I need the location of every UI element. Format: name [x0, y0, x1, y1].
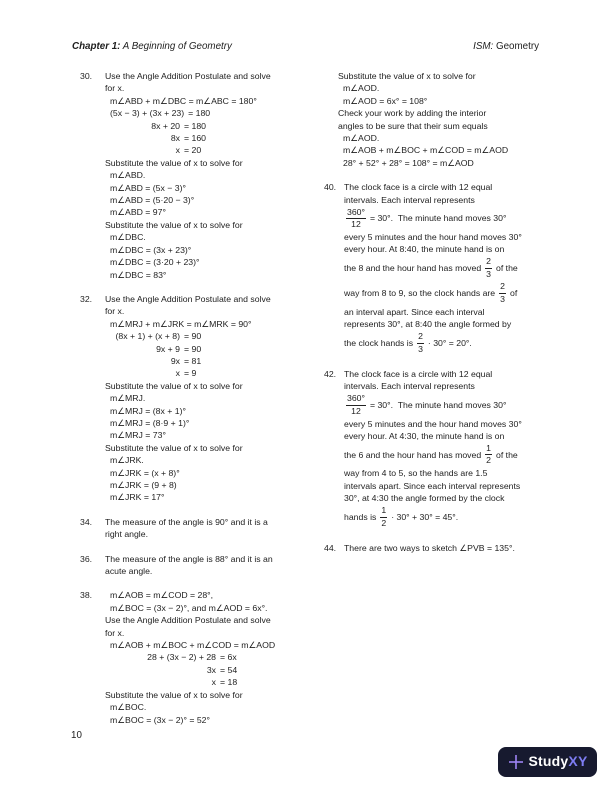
equation-step	[110, 355, 214, 367]
text-line: for x.	[105, 83, 125, 94]
fraction	[346, 394, 366, 416]
problem-body	[344, 542, 569, 554]
fraction	[485, 444, 492, 466]
text-segment: = 30°. The minute hand moves 30°	[369, 399, 507, 410]
equation-step	[110, 651, 250, 663]
chapter-label: Chapter 1:	[72, 41, 121, 52]
problem-number: 42.	[324, 368, 337, 379]
problem-item-44	[324, 542, 569, 554]
text-line: The measure of the angle is 90° and it is a	[105, 516, 268, 527]
equation-line: m∠AOB = m∠COD = 28°,	[110, 590, 214, 601]
text-line: every 5 minutes and the hour hand moves 30°	[344, 418, 522, 429]
text-line: Substitute the value of x to solve for	[105, 442, 243, 453]
text-line: for x.	[105, 306, 125, 317]
equation-line: m∠MRJ = (8x + 1)°	[110, 405, 186, 416]
equation-line: m∠DBC = (3x + 23)°	[110, 244, 192, 255]
text-line-with-fraction	[344, 442, 569, 467]
equation-rhs: = 180	[188, 108, 211, 119]
fraction-numerator: 2	[485, 257, 492, 269]
text-line-with-fraction	[344, 256, 569, 281]
text-line: every hour. At 4:30, the minute hand is on	[344, 430, 505, 441]
equation-rhs: = 20	[184, 145, 202, 156]
fraction-denominator: 3	[486, 268, 492, 279]
text-line: right angle.	[105, 529, 148, 540]
equation-step	[110, 144, 214, 156]
equation-rhs: = 90	[184, 331, 202, 342]
problem-body	[105, 293, 325, 504]
ism-label: ISM:	[473, 41, 494, 52]
equation-line: m∠MRJ = (8·9 + 1)°	[110, 417, 190, 428]
equation-line: m∠DBC = 83°	[110, 269, 167, 280]
equation-line: m∠BOC = (3x − 2)°, and m∠AOD = 6x°.	[110, 602, 268, 613]
equation-step	[110, 107, 214, 119]
text-line: intervals. Each interval represents	[344, 194, 475, 205]
equation-step	[110, 330, 214, 342]
problem-body	[105, 70, 325, 281]
text-line: The clock face is a circle with 12 equal	[344, 368, 493, 379]
text-line: acute angle.	[105, 566, 153, 577]
problem-number: 32.	[80, 293, 93, 304]
page-header	[72, 41, 539, 53]
problem-item-42	[324, 368, 569, 530]
equation-line: m∠AOD = 6x° = 108°	[343, 95, 428, 106]
equation-line: m∠JRK = (x + 8)°	[110, 467, 180, 478]
plus-icon	[508, 754, 524, 770]
fraction-denominator: 12	[351, 219, 361, 230]
equation-line: m∠ABD = (5·20 − 3)°	[110, 195, 195, 206]
equation-rhs: = 81	[184, 355, 202, 366]
equation-lhs: 8x + 20	[151, 120, 180, 131]
chapter-title	[72, 41, 232, 53]
logo-text-study: Study	[528, 752, 569, 769]
logo-text-xy: XY	[568, 752, 588, 769]
text-line: Use the Angle Addition Postulate and solve	[105, 293, 271, 304]
text-line: for x.	[105, 627, 125, 638]
fraction-numerator: 360°	[346, 208, 366, 220]
fraction-denominator: 2	[381, 517, 387, 528]
studyxy-logo	[498, 747, 597, 777]
problem-number: 34.	[80, 516, 93, 527]
equation-lhs: (5x − 3) + (3x + 23)	[110, 108, 185, 119]
text-segment: of	[509, 288, 518, 299]
equation-step	[110, 664, 250, 676]
text-segment: · 30° = 20°.	[427, 337, 472, 348]
text-segment: of the	[496, 263, 518, 274]
text-segment: way from 8 to 9, so the clock hands are	[344, 288, 496, 299]
equation-rhs: = 160	[184, 133, 206, 144]
text-line: angles to be sure that their sum equals	[338, 120, 488, 131]
fraction-numerator: 1	[485, 444, 492, 456]
problem-item-30	[80, 70, 325, 281]
problem-body	[105, 553, 325, 578]
book-name: Geometry	[493, 41, 539, 52]
fraction	[417, 332, 424, 354]
equation-rhs: = 18	[220, 677, 238, 688]
equation-line: m∠MRJ + m∠JRK = m∠MRK = 90°	[110, 318, 252, 329]
equation-step	[110, 132, 214, 144]
text-line-with-fraction	[344, 331, 569, 356]
text-line: Substitute the value of x to solve for	[105, 689, 243, 700]
equation-rhs: = 90	[184, 343, 202, 354]
text-line: Substitute the value of x to solve for	[338, 71, 476, 81]
text-line: an interval apart. Since each interval	[344, 306, 485, 317]
text-segment: the 8 and the hour hand has moved	[344, 263, 482, 274]
fraction	[380, 506, 387, 528]
problem-body	[344, 368, 569, 530]
equation-rhs: = 180	[184, 120, 206, 131]
equation-step	[110, 367, 214, 379]
text-segment: = 30°. The minute hand moves 30°	[369, 213, 507, 224]
text-line: Substitute the value of x to solve for	[105, 380, 243, 391]
equation-line: m∠JRK = 17°	[110, 492, 165, 503]
page-number: 10	[71, 730, 82, 741]
text-line-with-fraction	[344, 206, 569, 231]
equation-line: 28° + 52° + 28° = 108° = m∠AOD	[343, 157, 474, 168]
problem-item-38	[80, 589, 325, 725]
equation-line: m∠ABD.	[110, 170, 146, 181]
equation-line: m∠BOC.	[110, 702, 147, 713]
equation-line: m∠JRK = (9 + 8)	[110, 480, 177, 490]
text-line: way from 4 to 5, so the hands are 1.5	[344, 468, 488, 479]
equation-lhs: x	[175, 368, 180, 379]
text-line-with-fraction	[344, 281, 569, 306]
book-title	[473, 41, 539, 53]
text-line: Use the Angle Addition Postulate and solve	[105, 615, 271, 626]
problem-38-continuation	[338, 70, 569, 169]
equation-step	[110, 343, 214, 355]
chapter-name: A Beginning of Geometry	[120, 41, 232, 52]
equation-lhs: x	[211, 677, 216, 688]
equation-lhs: x	[175, 145, 180, 156]
equation-line: m∠MRJ.	[110, 393, 146, 404]
fraction	[499, 282, 506, 304]
equation-lhs: 9x	[170, 355, 180, 366]
equation-lhs: 28 + (3x − 2) + 28	[147, 652, 216, 663]
text-line: every hour. At 8:40, the minute hand is on	[344, 244, 505, 255]
text-line-with-fraction	[344, 393, 569, 418]
problem-number: 36.	[80, 553, 93, 564]
fraction-denominator: 12	[351, 405, 361, 416]
equation-line: m∠AOD.	[343, 83, 380, 94]
fraction	[485, 257, 492, 279]
equation-line: m∠AOB + m∠BOC + m∠COD = m∠AOD	[343, 145, 509, 156]
text-line: intervals. Each interval represents	[344, 381, 475, 392]
fraction-numerator: 360°	[346, 394, 366, 406]
problem-body	[344, 181, 569, 355]
text-line: represents 30°, at 8:40 the angle formed by	[344, 319, 512, 330]
equation-line: m∠ABD = (5x − 3)°	[110, 182, 186, 193]
right-column	[324, 70, 569, 566]
equation-line: m∠MRJ = 73°	[110, 430, 166, 441]
text-line: There are two ways to sketch ∠PVB = 135°.	[344, 542, 515, 553]
equation-line: m∠JRK.	[110, 455, 144, 466]
text-segment: hands is	[344, 511, 377, 522]
problem-item-40	[324, 181, 569, 355]
equation-line: m∠AOD.	[343, 133, 380, 144]
problem-number: 38.	[80, 590, 93, 601]
text-line-with-fraction	[344, 505, 569, 530]
equation-lhs: 8x	[170, 133, 180, 144]
fraction-denominator: 3	[500, 293, 505, 304]
problem-number: 44.	[324, 542, 337, 553]
text-line: intervals apart. Since each interval represents	[344, 480, 521, 491]
fraction-numerator: 1	[380, 506, 387, 518]
text-line: Check your work by adding the interior	[338, 108, 487, 119]
problem-item-32	[80, 293, 325, 504]
text-line: The measure of the angle is 88° and it is an	[105, 553, 273, 564]
left-column	[80, 70, 325, 738]
text-line: Substitute the value of x to solve for	[105, 219, 243, 230]
fraction-denominator: 3	[418, 343, 423, 354]
fraction-numerator: 2	[417, 332, 424, 344]
equation-rhs: = 9	[184, 368, 197, 379]
equation-lhs: 9x + 9	[156, 343, 180, 354]
equation-line: m∠ABD = 97°	[110, 207, 166, 218]
equation-line: m∠ABD + m∠DBC = m∠ABC = 180°	[110, 95, 257, 106]
problem-body	[105, 589, 325, 725]
text-segment: the 6 and the hour hand has moved	[344, 449, 482, 460]
problem-body	[105, 516, 325, 541]
equation-step	[110, 676, 250, 688]
text-line: The clock face is a circle with 12 equal	[344, 182, 493, 193]
fraction	[346, 208, 366, 230]
text-line: Substitute the value of x to solve for	[105, 157, 243, 168]
problem-item-34	[80, 516, 325, 541]
text-line: 30°, at 4:30 the angle formed by the clock	[344, 493, 505, 504]
problem-number: 40.	[324, 182, 337, 193]
text-line: Use the Angle Addition Postulate and solve	[105, 71, 271, 81]
text-line: every 5 minutes and the hour hand moves 30°	[344, 232, 522, 243]
equation-rhs: = 54	[220, 664, 238, 675]
fraction-denominator: 2	[486, 455, 492, 466]
logo-text	[528, 752, 588, 769]
equation-lhs: 3x	[206, 664, 216, 675]
text-segment: the clock hands is	[344, 337, 414, 348]
equation-step	[110, 120, 214, 132]
equation-line: m∠BOC = (3x − 2)° = 52°	[110, 714, 210, 725]
fraction-numerator: 2	[499, 282, 506, 294]
equation-rhs: = 6x	[220, 652, 237, 663]
equation-line: m∠DBC.	[110, 232, 146, 243]
equation-line: m∠AOB + m∠BOC + m∠COD = m∠AOD	[110, 640, 276, 651]
equation-lhs: (8x + 1) + (x + 8)	[115, 331, 180, 342]
text-segment: · 30° + 30° = 45°.	[391, 511, 459, 522]
text-segment: of the	[496, 449, 518, 460]
problem-item-36	[80, 553, 325, 578]
equation-line: m∠DBC = (3·20 + 23)°	[110, 257, 200, 268]
problem-number: 30.	[80, 71, 93, 81]
